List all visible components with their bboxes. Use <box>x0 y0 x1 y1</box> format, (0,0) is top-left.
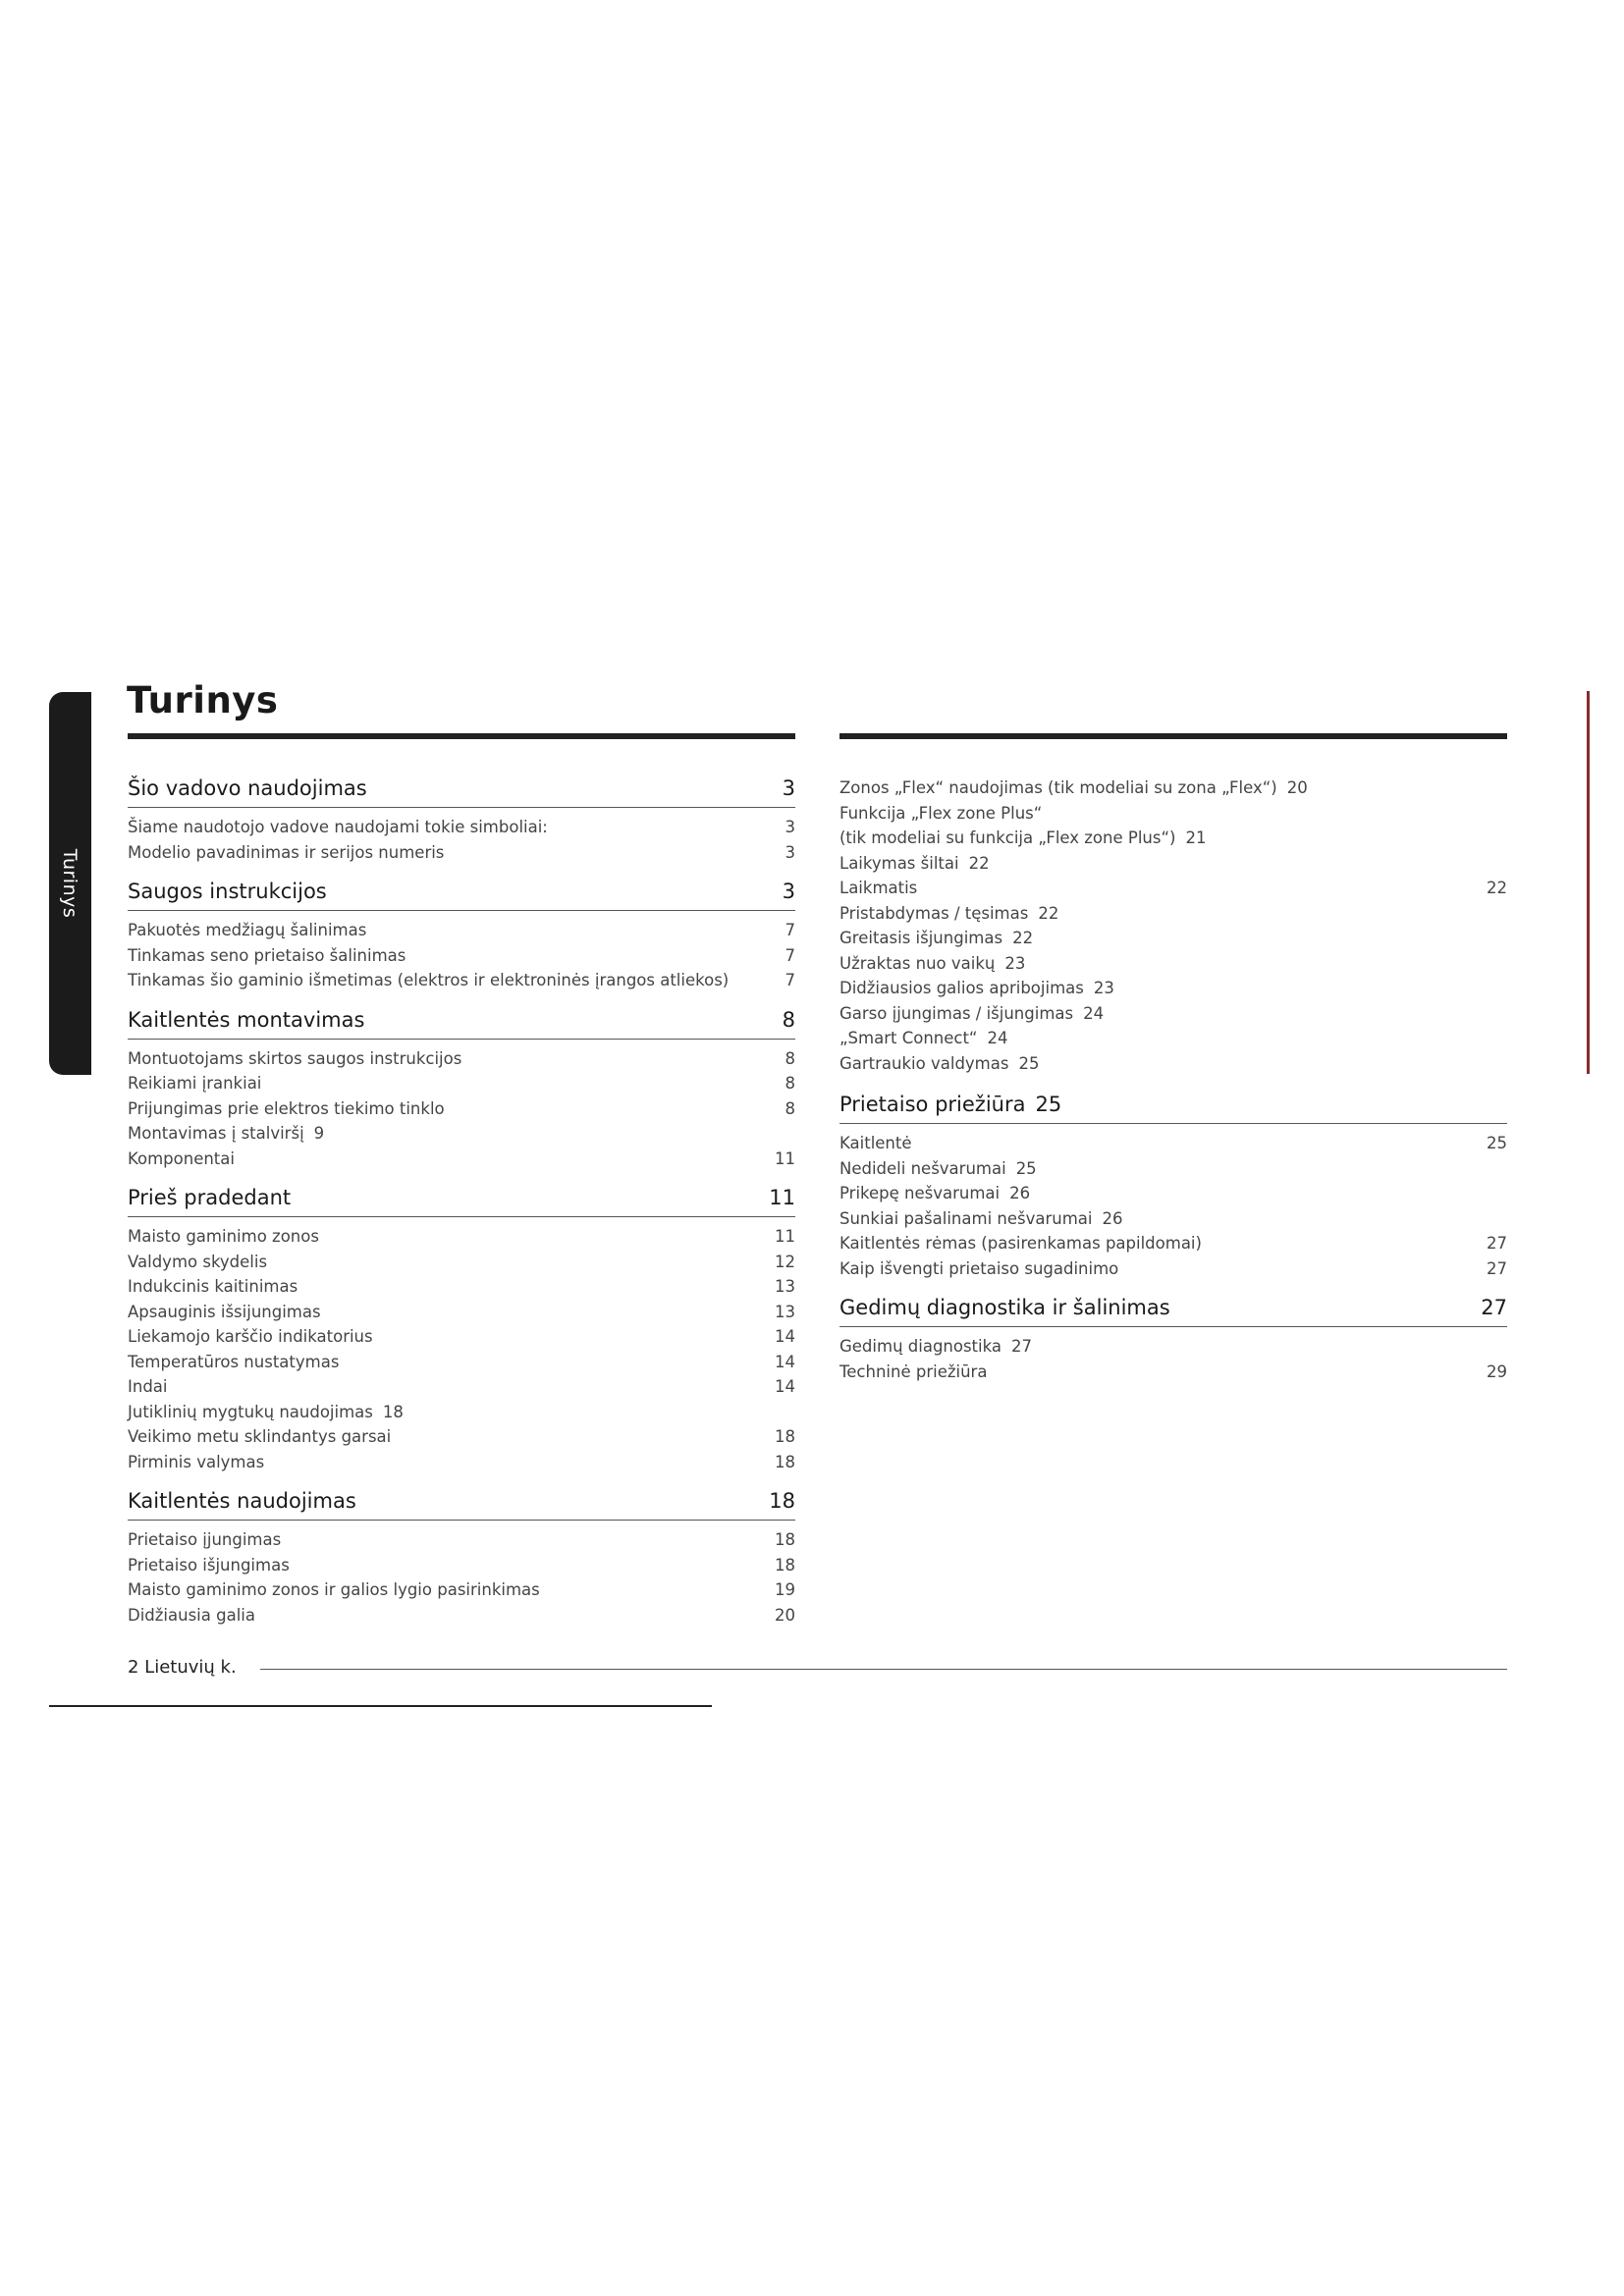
toc-entry-page: 11 <box>775 1148 795 1168</box>
toc-section-title: Prietaiso priežiūra <box>839 1093 1026 1116</box>
toc-entry-title: Gedimų diagnostika <box>839 1337 1001 1356</box>
toc-entry[interactable] <box>839 1206 1507 1232</box>
toc-entry-page: 24 <box>987 1029 1008 1047</box>
toc-entry[interactable] <box>839 801 1507 851</box>
toc-entry-page: 8 <box>785 1074 795 1093</box>
side-tab-label: Turinys <box>59 848 81 919</box>
toc-entry-page: 21 <box>1185 828 1207 847</box>
toc-entry-page: 7 <box>785 921 795 939</box>
toc-entry-title: Didžiausios galios apribojimas <box>839 979 1084 997</box>
toc-entry-title: Maisto gaminimo zonos ir galios lygio pasirinkimas <box>128 1580 540 1599</box>
toc-entry-page: 23 <box>1004 953 1026 973</box>
toc-section <box>839 1295 1507 1384</box>
toc-entry-title: Liekamojo karščio indikatorius <box>128 1327 373 1346</box>
toc-entry-title: Funkcija „Flex zone Plus“ (tik modeliai su funkcija „Flex zone Plus“) <box>839 803 1176 847</box>
toc-entry-page: 20 <box>1286 778 1308 797</box>
toc-section <box>128 1488 795 1628</box>
toc-section-page: 11 <box>769 1186 795 1209</box>
toc-entry-page: 12 <box>775 1252 795 1271</box>
toc-entry-title: Apsauginis išsijungimas <box>128 1302 321 1321</box>
toc-entry-title: Prietaiso išjungimas <box>128 1555 290 1575</box>
toc-right-column <box>839 775 1507 1398</box>
toc-entry-page: 22 <box>1038 903 1059 923</box>
toc-entry-page: 8 <box>785 1098 795 1118</box>
toc-section-heading[interactable] <box>128 1185 795 1217</box>
toc-entry-page: 18 <box>775 1530 795 1549</box>
toc-entry[interactable] <box>839 876 1507 901</box>
toc-entry-title: Laikmatis <box>839 879 918 897</box>
toc-entry-page: 24 <box>1083 1003 1105 1023</box>
toc-entry-title: Jutiklinių mygtukų naudojimas <box>128 1402 373 1421</box>
toc-entry-title: Greitasis išjungimas <box>839 929 1003 947</box>
toc-entry[interactable] <box>128 1577 795 1603</box>
toc-entry[interactable] <box>839 1360 1507 1385</box>
toc-entry-page: 18 <box>775 1427 795 1446</box>
toc-entry[interactable] <box>839 951 1507 977</box>
toc-entry-page: 18 <box>775 1452 795 1471</box>
toc-entry-page: 3 <box>785 818 795 836</box>
toc-entry-page: 3 <box>785 842 795 862</box>
toc-entry[interactable] <box>128 968 795 993</box>
toc-entry[interactable] <box>839 976 1507 1001</box>
toc-section-title: Saugos instrukcijos <box>128 880 327 903</box>
toc-entry[interactable] <box>128 1096 795 1122</box>
toc-entry-page: 25 <box>1018 1053 1040 1073</box>
toc-entry[interactable] <box>128 918 795 943</box>
toc-entry-title: „Smart Connect“ <box>839 1029 978 1047</box>
toc-section-heading[interactable] <box>839 1295 1507 1327</box>
toc-entry-title: Montuotojams skirtos saugos instrukcijos <box>128 1048 462 1068</box>
toc-entry-page: 13 <box>775 1277 795 1296</box>
toc-entry-page: 7 <box>785 945 795 965</box>
toc-entry[interactable] <box>839 926 1507 951</box>
footer-page-number: 2 Lietuvių k. <box>128 1657 237 1678</box>
toc-entry-title: Šiame naudotojo vadove naudojami tokie simboliai: <box>128 818 548 836</box>
toc-left-column <box>128 775 795 1641</box>
toc-section-page: 3 <box>782 880 795 903</box>
toc-entry-page: 22 <box>1487 879 1507 897</box>
toc-entry[interactable] <box>839 1026 1507 1051</box>
toc-entry[interactable] <box>839 1156 1507 1182</box>
toc-entry-title: Maisto gaminimo zonos <box>128 1227 319 1246</box>
toc-section <box>128 879 795 993</box>
toc-entry-page: 23 <box>1093 979 1114 997</box>
left-column-rule <box>128 733 795 739</box>
toc-entry[interactable] <box>839 1231 1507 1256</box>
toc-entry[interactable] <box>128 1424 795 1450</box>
toc-entry[interactable] <box>839 1256 1507 1282</box>
right-column-rule <box>839 733 1507 739</box>
toc-entry-page: 8 <box>785 1048 795 1068</box>
toc-entry[interactable] <box>839 1334 1507 1360</box>
toc-entry-title: Kaip išvengti prietaiso sugadinimo <box>839 1258 1119 1278</box>
toc-entry-page: 14 <box>775 1377 795 1396</box>
toc-entry[interactable] <box>128 1450 795 1475</box>
toc-entry[interactable] <box>839 1051 1507 1077</box>
toc-section <box>839 1092 1507 1281</box>
toc-entry[interactable] <box>128 1300 795 1325</box>
toc-entry[interactable] <box>128 1046 795 1072</box>
toc-entry-title: Techninė priežiūra <box>839 1362 988 1381</box>
toc-entry-title: Prikepę nešvarumai <box>839 1184 1001 1202</box>
toc-entry[interactable] <box>128 1527 795 1553</box>
toc-entry-page: 25 <box>1487 1134 1507 1152</box>
toc-section-heading[interactable] <box>128 775 795 808</box>
toc-entry-page: 11 <box>775 1227 795 1246</box>
toc-entry-page: 20 <box>775 1605 795 1625</box>
toc-entry-page: 14 <box>775 1352 795 1371</box>
toc-entry[interactable] <box>128 1274 795 1300</box>
toc-entry[interactable] <box>128 943 795 969</box>
toc-section-title: Šio vadovo naudojimas <box>128 776 367 800</box>
toc-entry-title: Gartraukio valdymas <box>839 1053 1009 1073</box>
toc-entry-title: Indukcinis kaitinimas <box>128 1277 298 1296</box>
toc-entry-page: 22 <box>968 853 990 873</box>
toc-entry-title: Didžiausia galia <box>128 1605 255 1625</box>
toc-entry[interactable] <box>128 1603 795 1629</box>
toc-entry[interactable] <box>839 901 1507 927</box>
toc-entry-title: Pirminis valymas <box>128 1452 265 1471</box>
toc-entry-title: Užraktas nuo vaikų <box>839 953 996 973</box>
toc-section-heading[interactable] <box>128 1007 795 1040</box>
toc-entry-page: 9 <box>313 1124 325 1143</box>
toc-section <box>128 1185 795 1474</box>
toc-entry-title: Sunkiai pašalinami nešvarumai <box>839 1208 1093 1228</box>
toc-entry-page: 7 <box>785 971 795 989</box>
toc-section-title: Prieš pradedant <box>128 1186 292 1209</box>
toc-section-heading[interactable] <box>839 1092 1507 1124</box>
toc-section-page: 27 <box>1481 1296 1507 1319</box>
toc-entry-page: 18 <box>775 1555 795 1575</box>
toc-entry[interactable] <box>839 1181 1507 1206</box>
toc-entry[interactable] <box>128 1400 795 1425</box>
toc-entry-title: Zonos „Flex“ naudojimas (tik modeliai su zona „Flex“) <box>839 778 1277 797</box>
toc-entry[interactable] <box>128 815 795 840</box>
toc-entry-title: Pakuotės medžiagų šalinimas <box>128 921 367 939</box>
toc-entry-page: 29 <box>1487 1362 1507 1381</box>
toc-entry[interactable] <box>128 1071 795 1096</box>
toc-entry-title: Garso įjungimas / išjungimas <box>839 1003 1074 1023</box>
toc-entry-title: Prijungimas prie elektros tiekimo tinklo <box>128 1098 445 1118</box>
toc-entry[interactable] <box>128 1350 795 1375</box>
toc-entry-title: Reikiami įrankiai <box>128 1074 262 1093</box>
toc-entry-title: Tinkamas seno prietaiso šalinimas <box>128 945 406 965</box>
toc-section-page: 18 <box>769 1489 795 1513</box>
toc-entry-page: 27 <box>1487 1234 1507 1253</box>
toc-entry-title: Veikimo metu sklindantys garsai <box>128 1427 392 1446</box>
toc-entry-page: 27 <box>1011 1337 1032 1356</box>
toc-continued-entries <box>839 775 1507 1076</box>
toc-entry-page: 25 <box>1015 1158 1037 1178</box>
toc-entry-title: Nedideli nešvarumai <box>839 1158 1006 1178</box>
toc-entry[interactable] <box>839 775 1507 801</box>
toc-entry-page: 14 <box>775 1327 795 1346</box>
toc-entry[interactable] <box>128 1121 795 1147</box>
toc-entry[interactable] <box>839 851 1507 877</box>
toc-entry-page: 22 <box>1012 929 1034 947</box>
toc-entry-page: 27 <box>1487 1258 1507 1278</box>
bottom-bar <box>49 1705 712 1707</box>
toc-section-page: 25 <box>1035 1093 1062 1116</box>
page-title: Turinys <box>127 679 279 721</box>
toc-section-title: Kaitlentės montavimas <box>128 1007 365 1032</box>
toc-entry[interactable] <box>128 1147 795 1172</box>
toc-entry[interactable] <box>128 1324 795 1350</box>
toc-entry-page: 26 <box>1009 1184 1031 1202</box>
toc-entry-title: Komponentai <box>128 1148 235 1168</box>
toc-entry-title: Pristabdymas / tęsimas <box>839 903 1029 923</box>
toc-entry-title: Kaitlentė <box>839 1134 912 1152</box>
toc-section-heading[interactable] <box>128 1488 795 1521</box>
toc-entry-page: 13 <box>775 1302 795 1321</box>
right-edge-mark <box>1587 691 1590 1074</box>
toc-section-page: 3 <box>782 776 795 800</box>
toc-section <box>128 775 795 865</box>
toc-entry-title: Prietaiso įjungimas <box>128 1530 282 1549</box>
toc-entry-page: 26 <box>1102 1208 1123 1228</box>
toc-entry-page: 18 <box>382 1402 404 1421</box>
toc-entry-title: Valdymo skydelis <box>128 1252 268 1271</box>
toc-entry[interactable] <box>128 1553 795 1578</box>
toc-section <box>128 1007 795 1172</box>
toc-section-page: 8 <box>782 1007 795 1032</box>
toc-entry[interactable] <box>128 840 795 866</box>
toc-entry-title: Tinkamas šio gaminio išmetimas (elektros ir elektroninės įrangos atliekos) <box>128 971 730 989</box>
toc-entry[interactable] <box>128 1224 795 1250</box>
toc-entry-page: 19 <box>775 1580 795 1599</box>
toc-entry[interactable] <box>128 1250 795 1275</box>
toc-entry-title: Montavimas į stalviršį <box>128 1124 304 1143</box>
toc-entry-title: Indai <box>128 1377 168 1396</box>
toc-entry-title: Modelio pavadinimas ir serijos numeris <box>128 842 445 862</box>
toc-section-title: Gedimų diagnostika ir šalinimas <box>839 1296 1170 1319</box>
toc-section-title: Kaitlentės naudojimas <box>128 1489 356 1513</box>
toc-entry[interactable] <box>839 1001 1507 1027</box>
toc-section-heading[interactable] <box>128 879 795 911</box>
toc-entry-title: Kaitlentės rėmas (pasirenkamas papildomai) <box>839 1234 1202 1253</box>
toc-entry-title: Laikymas šiltai <box>839 853 959 873</box>
toc-entry[interactable] <box>839 1131 1507 1156</box>
toc-entry[interactable] <box>128 1374 795 1400</box>
toc-entry-title: Temperatūros nustatymas <box>128 1352 340 1371</box>
footer-rule <box>260 1669 1507 1670</box>
